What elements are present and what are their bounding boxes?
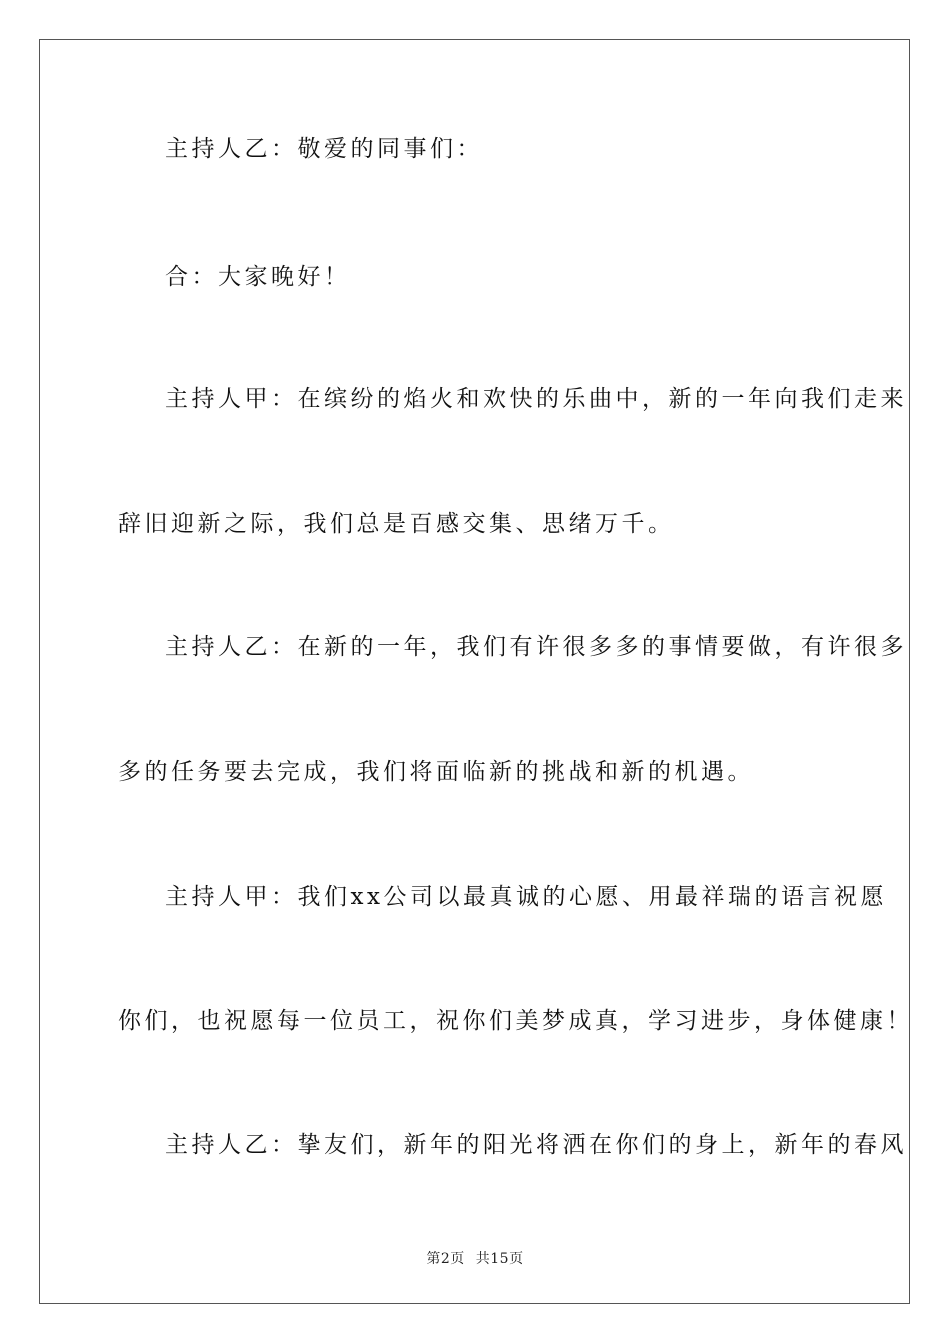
page-frame <box>39 39 910 1304</box>
page-footer <box>0 1248 950 1268</box>
paragraph-line: 你们，也祝愿每一位员工，祝你们美梦成真，学习进步，身体健康！ <box>118 1008 913 1034</box>
paragraph-line: 辞旧迎新之际，我们总是百感交集、思绪万千。 <box>118 511 675 537</box>
page-total: 共15页 <box>475 1251 524 1267</box>
paragraph-line: 多的任务要去完成，我们将面临新的挑战和新的机遇。 <box>118 759 754 785</box>
paragraph-line: 主持人乙：挚友们，新年的阳光将洒在你们的身上，新年的春风 <box>165 1132 907 1158</box>
paragraph-line: 主持人乙：在新的一年，我们有许很多多的事情要做，有许很多 <box>165 634 907 660</box>
paragraph-line: 主持人乙：敬爱的同事们： <box>165 136 483 162</box>
page-number: 第2页 <box>426 1251 465 1267</box>
paragraph-line: 合：大家晚好！ <box>165 264 351 290</box>
paragraph-line: 主持人甲：我们xx公司以最真诚的心愿、用最祥瑞的语言祝愿 <box>165 884 887 910</box>
paragraph-line: 主持人甲：在缤纷的焰火和欢快的乐曲中，新的一年向我们走来 <box>165 386 907 412</box>
